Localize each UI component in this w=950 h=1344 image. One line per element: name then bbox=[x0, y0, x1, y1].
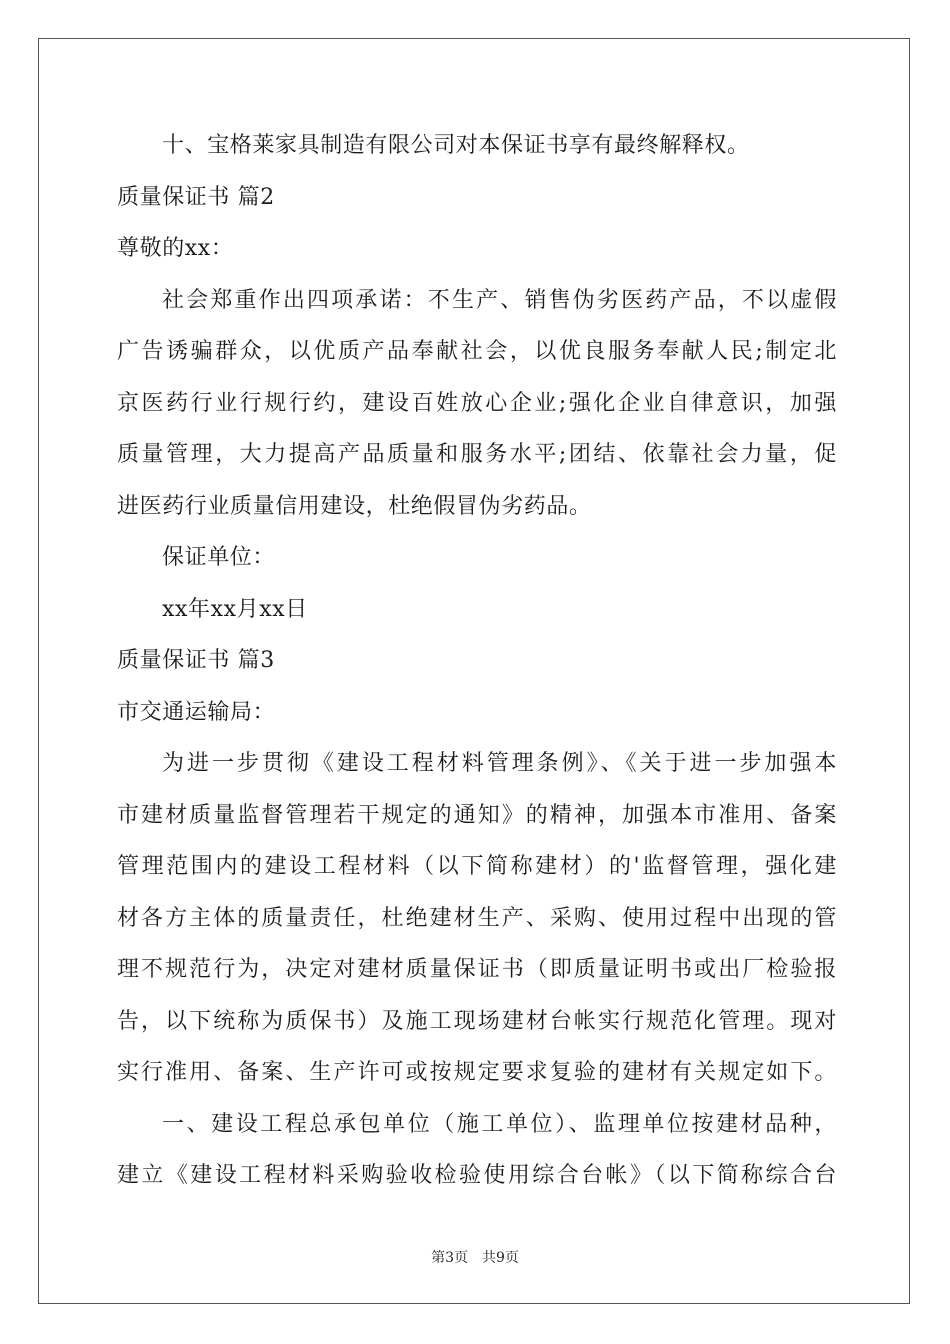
text-line: 为进一步贯彻《建设工程材料管理条例》、《关于进一步加强本 bbox=[162, 751, 837, 776]
text-line: 质量管理，大力提高产品质量和服务水平;团结、依靠社会力量，促 bbox=[117, 442, 837, 467]
text-line: 理不规范行为，决定对建材质量保证书（即质量证明书或出厂检验报 bbox=[117, 957, 837, 982]
text-line: xx年xx月xx日 bbox=[162, 596, 308, 622]
document-body bbox=[117, 120, 837, 1202]
page-footer bbox=[0, 1247, 950, 1267]
page-number: 第3页 bbox=[431, 1250, 468, 1266]
text-line: 市交通运输局： bbox=[117, 699, 276, 725]
text-line: 尊敬的xx： bbox=[117, 236, 234, 261]
text-line: 社会郑重作出四项承诺：不生产、销售伪劣医药产品，不以虚假 bbox=[162, 287, 837, 313]
text-line: 广告诱骗群众，以优质产品奉献社会，以优良服务奉献人民;制定北 bbox=[117, 339, 837, 364]
text-line: 管理范围内的建设工程材料（以下简称建材）的'监督管理，强化建 bbox=[117, 854, 837, 879]
text-line: 告，以下统称为质保书）及施工现场建材台帐实行规范化管理。现对 bbox=[117, 1008, 837, 1034]
text-line: 市建材质量监督管理若干规定的通知》的精神，加强本市准用、备案 bbox=[117, 802, 837, 828]
section-heading: 质量保证书 篇3 bbox=[117, 648, 275, 673]
text-line: 一、建设工程总承包单位（施工单位）、监理单位按建材品种， bbox=[162, 1111, 837, 1137]
text-line: 建立《建设工程材料采购验收检验使用综合台帐》（以下简称综合台 bbox=[117, 1163, 837, 1188]
text-line: 进医药行业质量信用建设，杜绝假冒伪劣药品。 bbox=[117, 493, 592, 519]
text-line: 十、宝格莱家具制造有限公司对本保证书享有最终解释权。 bbox=[162, 133, 750, 158]
text-line: 京医药行业行规行约，建设百姓放心企业;强化企业自律意识，加强 bbox=[117, 390, 837, 416]
text-line: 质量保证书 篇2 bbox=[117, 184, 275, 210]
text-line: 材各方主体的质量责任，杜绝建材生产、采购、使用过程中出现的管 bbox=[117, 905, 837, 931]
text-line: 实行准用、备案、生产许可或按规定要求复验的建材有关规定如下。 bbox=[117, 1060, 837, 1085]
text-line: 保证单位： bbox=[162, 545, 276, 570]
page-total: 共9页 bbox=[482, 1250, 519, 1266]
